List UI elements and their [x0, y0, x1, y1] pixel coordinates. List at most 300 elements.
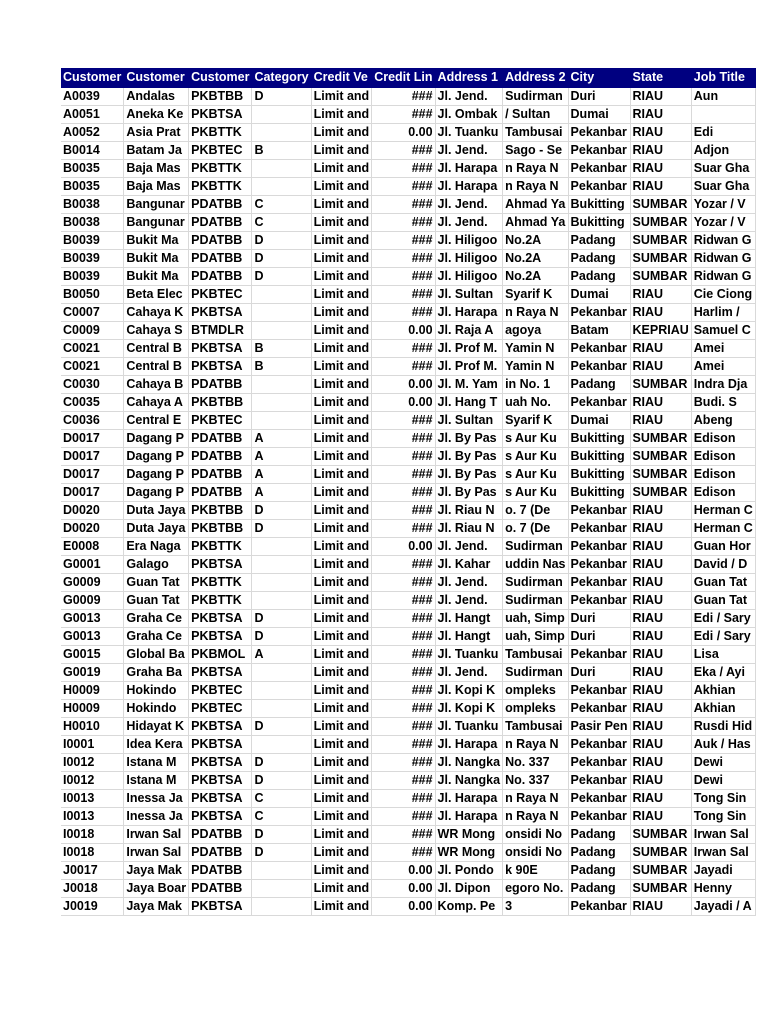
table-cell[interactable]: Bukitting	[568, 195, 630, 213]
table-cell[interactable]: G0001	[61, 555, 124, 573]
table-cell[interactable]: Bukit Ma	[124, 267, 189, 285]
table-cell[interactable]: Dewi	[691, 771, 755, 789]
table-cell[interactable]: SUMBAR	[630, 249, 691, 267]
table-cell[interactable]: Pekanbar	[568, 537, 630, 555]
table-cell[interactable]: C0009	[61, 321, 124, 339]
table-cell[interactable]: Bukitting	[568, 213, 630, 231]
table-cell[interactable]: Sudirman	[503, 537, 568, 555]
table-cell[interactable]: H0009	[61, 681, 124, 699]
column-header[interactable]: Customer	[189, 68, 252, 87]
table-cell[interactable]	[252, 861, 311, 879]
table-cell[interactable]: Pekanbar	[568, 393, 630, 411]
table-cell[interactable]: RIAU	[630, 681, 691, 699]
table-cell[interactable]: RIAU	[630, 411, 691, 429]
table-cell[interactable]: PKBTSA	[189, 105, 252, 123]
table-cell[interactable]: Sudirman	[503, 573, 568, 591]
table-cell[interactable]: No. 337	[503, 771, 568, 789]
table-cell[interactable]: D	[252, 843, 311, 861]
table-cell[interactable]: / Sultan	[503, 105, 568, 123]
table-cell[interactable]: Edison	[691, 429, 755, 447]
table-cell[interactable]	[252, 897, 311, 915]
table-cell[interactable]: PKBTEC	[189, 699, 252, 717]
table-cell[interactable]: PKBTEC	[189, 141, 252, 159]
table-cell[interactable]	[252, 321, 311, 339]
table-cell[interactable]: Limit and	[311, 195, 372, 213]
table-cell[interactable]: D	[252, 501, 311, 519]
table-cell[interactable]: o. 7 (De	[503, 519, 568, 537]
table-cell[interactable]	[252, 159, 311, 177]
table-cell[interactable]: Jl. Jend.	[435, 87, 503, 105]
table-cell[interactable]: RIAU	[630, 285, 691, 303]
table-cell[interactable]: Guan Hor	[691, 537, 755, 555]
table-cell[interactable]: D	[252, 771, 311, 789]
table-cell[interactable]: PDATBB	[189, 447, 252, 465]
table-cell[interactable]: Syarif K	[503, 285, 568, 303]
table-cell[interactable]: Dagang P	[124, 465, 189, 483]
column-header[interactable]: City	[568, 68, 630, 87]
table-cell[interactable]	[252, 879, 311, 897]
table-cell[interactable]: Limit and	[311, 627, 372, 645]
table-cell[interactable]: Dumai	[568, 105, 630, 123]
table-cell[interactable]: Limit and	[311, 753, 372, 771]
table-cell[interactable]: Tambusai	[503, 717, 568, 735]
table-cell[interactable]: ###	[372, 447, 435, 465]
table-cell[interactable]	[252, 285, 311, 303]
table-cell[interactable]: Bukitting	[568, 429, 630, 447]
table-cell[interactable]: B0039	[61, 267, 124, 285]
table-cell[interactable]: Duri	[568, 627, 630, 645]
table-cell[interactable]: Pekanbar	[568, 555, 630, 573]
column-header[interactable]: Address 2	[503, 68, 568, 87]
table-cell[interactable]: Tong Sin	[691, 789, 755, 807]
table-cell[interactable]: PKBTTK	[189, 123, 252, 141]
table-cell[interactable]: Edi	[691, 123, 755, 141]
table-cell[interactable]: D0017	[61, 465, 124, 483]
table-cell[interactable]: n Raya N	[503, 303, 568, 321]
table-cell[interactable]: B0039	[61, 231, 124, 249]
table-cell[interactable]: n Raya N	[503, 735, 568, 753]
table-cell[interactable]: B0035	[61, 159, 124, 177]
table-cell[interactable]: Dumai	[568, 411, 630, 429]
table-cell[interactable]: D	[252, 231, 311, 249]
table-cell[interactable]: ###	[372, 681, 435, 699]
table-cell[interactable]	[252, 699, 311, 717]
table-cell[interactable]: 0.00	[372, 375, 435, 393]
table-cell[interactable]: Jl. Kopi K	[435, 699, 503, 717]
table-cell[interactable]: Lisa	[691, 645, 755, 663]
table-cell[interactable]: A0051	[61, 105, 124, 123]
table-cell[interactable]: s Aur Ku	[503, 429, 568, 447]
table-cell[interactable]: Limit and	[311, 375, 372, 393]
table-cell[interactable]: PKBTEC	[189, 681, 252, 699]
table-cell[interactable]: PDATBB	[189, 825, 252, 843]
table-cell[interactable]: Inessa Ja	[124, 807, 189, 825]
table-cell[interactable]: ###	[372, 285, 435, 303]
table-cell[interactable]: RIAU	[630, 339, 691, 357]
column-header[interactable]: Job Title	[691, 68, 755, 87]
table-cell[interactable]: Jl. Jend.	[435, 213, 503, 231]
table-cell[interactable]: A	[252, 447, 311, 465]
table-cell[interactable]: ###	[372, 159, 435, 177]
table-cell[interactable]: onsidi No	[503, 843, 568, 861]
table-cell[interactable]: ###	[372, 591, 435, 609]
table-cell[interactable]: ###	[372, 231, 435, 249]
table-cell[interactable]: 0.00	[372, 123, 435, 141]
table-cell[interactable]	[252, 573, 311, 591]
table-cell[interactable]: Jl. Tuanku	[435, 717, 503, 735]
table-cell[interactable]: ompleks	[503, 681, 568, 699]
table-cell[interactable]: RIAU	[630, 591, 691, 609]
table-cell[interactable]: Herman C	[691, 519, 755, 537]
table-cell[interactable]: Pekanbar	[568, 789, 630, 807]
table-cell[interactable]: n Raya N	[503, 807, 568, 825]
table-cell[interactable]: I0001	[61, 735, 124, 753]
table-cell[interactable]: Edi / Sary	[691, 627, 755, 645]
table-cell[interactable]: B0038	[61, 213, 124, 231]
table-cell[interactable]: Akhian	[691, 681, 755, 699]
table-cell[interactable]: PKBTTK	[189, 537, 252, 555]
table-cell[interactable]: uah, Simp	[503, 609, 568, 627]
table-cell[interactable]	[252, 591, 311, 609]
table-cell[interactable]	[252, 537, 311, 555]
table-cell[interactable]: Bukit Ma	[124, 249, 189, 267]
table-cell[interactable]: Pekanbar	[568, 771, 630, 789]
table-cell[interactable]: 0.00	[372, 879, 435, 897]
table-cell[interactable]: Padang	[568, 375, 630, 393]
table-cell[interactable]: Edison	[691, 483, 755, 501]
table-cell[interactable]: Ahmad Ya	[503, 213, 568, 231]
table-cell[interactable]: Jl. Hiligoo	[435, 249, 503, 267]
table-cell[interactable]: Pekanbar	[568, 357, 630, 375]
table-cell[interactable]: Jl. Pondo	[435, 861, 503, 879]
table-cell[interactable]: Jl. Tuanku	[435, 123, 503, 141]
table-cell[interactable]: D0017	[61, 483, 124, 501]
table-cell[interactable]	[252, 735, 311, 753]
table-cell[interactable]: C	[252, 789, 311, 807]
table-cell[interactable]: Jl. By Pas	[435, 483, 503, 501]
column-header[interactable]: Category	[252, 68, 311, 87]
table-cell[interactable]: J0019	[61, 897, 124, 915]
table-cell[interactable]: Inessa Ja	[124, 789, 189, 807]
table-cell[interactable]: Baja Mas	[124, 177, 189, 195]
column-header[interactable]: Credit Lin	[372, 68, 435, 87]
table-cell[interactable]: ompleks	[503, 699, 568, 717]
table-cell[interactable]: Jl. Harapa	[435, 789, 503, 807]
table-cell[interactable]: Jl. Kahar	[435, 555, 503, 573]
table-cell[interactable]: B	[252, 141, 311, 159]
table-cell[interactable]: PKBTSA	[189, 735, 252, 753]
table-cell[interactable]: Jl. Raja A	[435, 321, 503, 339]
table-cell[interactable]: PKBTEC	[189, 411, 252, 429]
table-cell[interactable]: Limit and	[311, 339, 372, 357]
table-cell[interactable]: Sago - Se	[503, 141, 568, 159]
table-cell[interactable]: Jl. Hang T	[435, 393, 503, 411]
table-cell[interactable]: Limit and	[311, 231, 372, 249]
table-cell[interactable]: C0021	[61, 357, 124, 375]
table-cell[interactable]: Padang	[568, 861, 630, 879]
table-cell[interactable]: Jl. Ombak	[435, 105, 503, 123]
table-cell[interactable]: Indra Dja	[691, 375, 755, 393]
table-cell[interactable]: RIAU	[630, 807, 691, 825]
table-cell[interactable]: D	[252, 249, 311, 267]
table-cell[interactable]: SUMBAR	[630, 267, 691, 285]
table-cell[interactable]: Sudirman	[503, 663, 568, 681]
table-cell[interactable]: C	[252, 807, 311, 825]
table-cell[interactable]: Jl. Jend.	[435, 573, 503, 591]
table-cell[interactable]: C0035	[61, 393, 124, 411]
table-cell[interactable]: ###	[372, 771, 435, 789]
table-cell[interactable]: A	[252, 465, 311, 483]
table-cell[interactable]: Hokindo	[124, 681, 189, 699]
table-cell[interactable]: SUMBAR	[630, 879, 691, 897]
table-cell[interactable]: WR Mong	[435, 843, 503, 861]
table-cell[interactable]: 0.00	[372, 897, 435, 915]
table-cell[interactable]: ###	[372, 429, 435, 447]
table-cell[interactable]: Jl. Tuanku	[435, 645, 503, 663]
table-cell[interactable]: Dewi	[691, 753, 755, 771]
column-header[interactable]: State	[630, 68, 691, 87]
table-cell[interactable]: Padang	[568, 879, 630, 897]
table-cell[interactable]: Era Naga	[124, 537, 189, 555]
table-cell[interactable]: Duta Jaya	[124, 519, 189, 537]
table-cell[interactable]: PKBTSA	[189, 609, 252, 627]
table-cell[interactable]: ###	[372, 753, 435, 771]
table-cell[interactable]: PKBTSA	[189, 897, 252, 915]
table-cell[interactable]: Irwan Sal	[691, 843, 755, 861]
table-cell[interactable]	[252, 123, 311, 141]
table-cell[interactable]: Duri	[568, 609, 630, 627]
table-cell[interactable]	[252, 177, 311, 195]
table-cell[interactable]: Batam	[568, 321, 630, 339]
table-cell[interactable]: ###	[372, 105, 435, 123]
table-cell[interactable]: Padang	[568, 825, 630, 843]
table-cell[interactable]: Limit and	[311, 825, 372, 843]
table-cell[interactable]: Limit and	[311, 681, 372, 699]
table-cell[interactable]: SUMBAR	[630, 447, 691, 465]
table-cell[interactable]: Limit and	[311, 393, 372, 411]
table-cell[interactable]: Jl. Sultan	[435, 411, 503, 429]
table-cell[interactable]: 0.00	[372, 393, 435, 411]
table-cell[interactable]: uddin Nas	[503, 555, 568, 573]
table-cell[interactable]: Limit and	[311, 105, 372, 123]
table-cell[interactable]: RIAU	[630, 87, 691, 105]
table-cell[interactable]: Andalas	[124, 87, 189, 105]
table-cell[interactable]: ###	[372, 195, 435, 213]
table-cell[interactable]: B0014	[61, 141, 124, 159]
table-cell[interactable]: Limit and	[311, 177, 372, 195]
table-cell[interactable]: Jl. Hiligoo	[435, 231, 503, 249]
table-cell[interactable]: Limit and	[311, 267, 372, 285]
table-cell[interactable]: ###	[372, 141, 435, 159]
table-cell[interactable]: Hokindo	[124, 699, 189, 717]
table-cell[interactable]: in No. 1	[503, 375, 568, 393]
table-cell[interactable]: Jl. Jend.	[435, 663, 503, 681]
table-cell[interactable]: Jayadi / A	[691, 897, 755, 915]
table-cell[interactable]: PKBTTK	[189, 591, 252, 609]
table-cell[interactable]: Graha Ce	[124, 627, 189, 645]
table-cell[interactable]: Limit and	[311, 555, 372, 573]
table-cell[interactable]: PKBTBB	[189, 519, 252, 537]
table-cell[interactable]	[691, 105, 755, 123]
table-cell[interactable]: B0050	[61, 285, 124, 303]
table-cell[interactable]: PDATBB	[189, 375, 252, 393]
table-cell[interactable]: Dumai	[568, 285, 630, 303]
table-cell[interactable]: Jl. M. Yam	[435, 375, 503, 393]
table-cell[interactable]: RIAU	[630, 699, 691, 717]
table-cell[interactable]: Pekanbar	[568, 897, 630, 915]
table-cell[interactable]: ###	[372, 339, 435, 357]
table-cell[interactable]: RIAU	[630, 717, 691, 735]
table-cell[interactable]: D	[252, 519, 311, 537]
table-cell[interactable]: Jl. Jend.	[435, 195, 503, 213]
column-header[interactable]: Customer	[124, 68, 189, 87]
column-header[interactable]: Customer	[61, 68, 124, 87]
table-cell[interactable]: Dagang P	[124, 447, 189, 465]
table-cell[interactable]: Irwan Sal	[124, 825, 189, 843]
table-cell[interactable]: PKBTEC	[189, 285, 252, 303]
table-cell[interactable]: PDATBB	[189, 483, 252, 501]
table-cell[interactable]: David / D	[691, 555, 755, 573]
table-cell[interactable]: RIAU	[630, 897, 691, 915]
table-cell[interactable]: Duta Jaya	[124, 501, 189, 519]
table-cell[interactable]: Limit and	[311, 213, 372, 231]
table-cell[interactable]: RIAU	[630, 609, 691, 627]
table-cell[interactable]: RIAU	[630, 393, 691, 411]
table-cell[interactable]: Akhian	[691, 699, 755, 717]
table-cell[interactable]: Jl. Harapa	[435, 807, 503, 825]
table-cell[interactable]: ###	[372, 519, 435, 537]
table-cell[interactable]: Limit and	[311, 789, 372, 807]
table-cell[interactable]: Limit and	[311, 591, 372, 609]
table-cell[interactable]: Limit and	[311, 699, 372, 717]
table-cell[interactable]: D	[252, 609, 311, 627]
table-cell[interactable]: PDATBB	[189, 249, 252, 267]
table-cell[interactable]: Limit and	[311, 645, 372, 663]
table-cell[interactable]: ###	[372, 717, 435, 735]
table-cell[interactable]: Pasir Pen	[568, 717, 630, 735]
table-cell[interactable]: B0035	[61, 177, 124, 195]
table-cell[interactable]: Jl. Jend.	[435, 141, 503, 159]
table-cell[interactable]: k 90E	[503, 861, 568, 879]
table-cell[interactable]: ###	[372, 663, 435, 681]
table-cell[interactable]: Graha Ba	[124, 663, 189, 681]
table-cell[interactable]: Pekanbar	[568, 303, 630, 321]
table-cell[interactable]: agoya	[503, 321, 568, 339]
table-cell[interactable]: D	[252, 627, 311, 645]
table-cell[interactable]: Amei	[691, 339, 755, 357]
table-cell[interactable]: Limit and	[311, 465, 372, 483]
table-cell[interactable]: PDATBB	[189, 465, 252, 483]
table-cell[interactable]: onsidi No	[503, 825, 568, 843]
table-cell[interactable]: Limit and	[311, 879, 372, 897]
table-cell[interactable]: Padang	[568, 267, 630, 285]
table-cell[interactable]	[252, 303, 311, 321]
table-cell[interactable]: SUMBAR	[630, 429, 691, 447]
table-cell[interactable]: Jl. Hangt	[435, 627, 503, 645]
table-cell[interactable]: Tambusai	[503, 123, 568, 141]
table-cell[interactable]: Suar Gha	[691, 159, 755, 177]
table-cell[interactable]: Aun	[691, 87, 755, 105]
table-cell[interactable]: Jl. Riau N	[435, 501, 503, 519]
table-cell[interactable]: Pekanbar	[568, 519, 630, 537]
table-cell[interactable]: PKBTSA	[189, 663, 252, 681]
table-cell[interactable]: Limit and	[311, 519, 372, 537]
table-cell[interactable]: PDATBB	[189, 231, 252, 249]
table-cell[interactable]: PKBMOL	[189, 645, 252, 663]
table-cell[interactable]	[252, 555, 311, 573]
table-cell[interactable]: A	[252, 645, 311, 663]
table-cell[interactable]: n Raya N	[503, 177, 568, 195]
table-cell[interactable]: E0008	[61, 537, 124, 555]
table-cell[interactable]: D0017	[61, 429, 124, 447]
table-cell[interactable]: Limit and	[311, 573, 372, 591]
table-cell[interactable]: SUMBAR	[630, 375, 691, 393]
table-cell[interactable]: Central B	[124, 357, 189, 375]
table-cell[interactable]: Yozar / V	[691, 213, 755, 231]
table-cell[interactable]: Herman C	[691, 501, 755, 519]
table-cell[interactable]: J0018	[61, 879, 124, 897]
table-cell[interactable]: Henny	[691, 879, 755, 897]
table-cell[interactable]: ###	[372, 483, 435, 501]
table-cell[interactable]: s Aur Ku	[503, 447, 568, 465]
table-cell[interactable]: Limit and	[311, 483, 372, 501]
table-cell[interactable]: B	[252, 357, 311, 375]
table-cell[interactable]: Limit and	[311, 159, 372, 177]
table-cell[interactable]: C0021	[61, 339, 124, 357]
table-cell[interactable]: Central E	[124, 411, 189, 429]
table-cell[interactable]: Limit and	[311, 897, 372, 915]
table-cell[interactable]: s Aur Ku	[503, 483, 568, 501]
table-cell[interactable]: C0007	[61, 303, 124, 321]
table-cell[interactable]: Abeng	[691, 411, 755, 429]
table-cell[interactable]: D0020	[61, 519, 124, 537]
table-cell[interactable]: Limit and	[311, 285, 372, 303]
table-cell[interactable]: Pekanbar	[568, 141, 630, 159]
table-cell[interactable]: PDATBB	[189, 843, 252, 861]
table-cell[interactable]: Pekanbar	[568, 699, 630, 717]
table-cell[interactable]: PDATBB	[189, 879, 252, 897]
table-cell[interactable]: Bukitting	[568, 447, 630, 465]
table-cell[interactable]: Adjon	[691, 141, 755, 159]
table-cell[interactable]: Guan Tat	[691, 573, 755, 591]
table-cell[interactable]: ###	[372, 573, 435, 591]
table-cell[interactable]: PKBTSA	[189, 555, 252, 573]
table-cell[interactable]: Limit and	[311, 141, 372, 159]
table-cell[interactable]: PKBTSA	[189, 303, 252, 321]
table-cell[interactable]: Jaya Mak	[124, 897, 189, 915]
table-cell[interactable]: Guan Tat	[691, 591, 755, 609]
table-cell[interactable]: Sudirman	[503, 87, 568, 105]
table-cell[interactable]: C	[252, 195, 311, 213]
table-cell[interactable]: PKBTBB	[189, 393, 252, 411]
table-cell[interactable]: ###	[372, 627, 435, 645]
table-cell[interactable]: Bangunar	[124, 213, 189, 231]
table-cell[interactable]: ###	[372, 357, 435, 375]
table-cell[interactable]: G0013	[61, 609, 124, 627]
table-cell[interactable]: RIAU	[630, 555, 691, 573]
table-cell[interactable]: RIAU	[630, 177, 691, 195]
table-cell[interactable]: PKBTSA	[189, 789, 252, 807]
table-cell[interactable]: Jl. Prof M.	[435, 357, 503, 375]
table-cell[interactable]: D	[252, 717, 311, 735]
table-cell[interactable]: 3	[503, 897, 568, 915]
table-cell[interactable]: PKBTSA	[189, 717, 252, 735]
table-cell[interactable]: o. 7 (De	[503, 501, 568, 519]
table-cell[interactable]: Jl. Nangka	[435, 771, 503, 789]
table-cell[interactable]: PKBTSA	[189, 753, 252, 771]
table-cell[interactable]: No.2A	[503, 231, 568, 249]
table-cell[interactable]: 0.00	[372, 861, 435, 879]
